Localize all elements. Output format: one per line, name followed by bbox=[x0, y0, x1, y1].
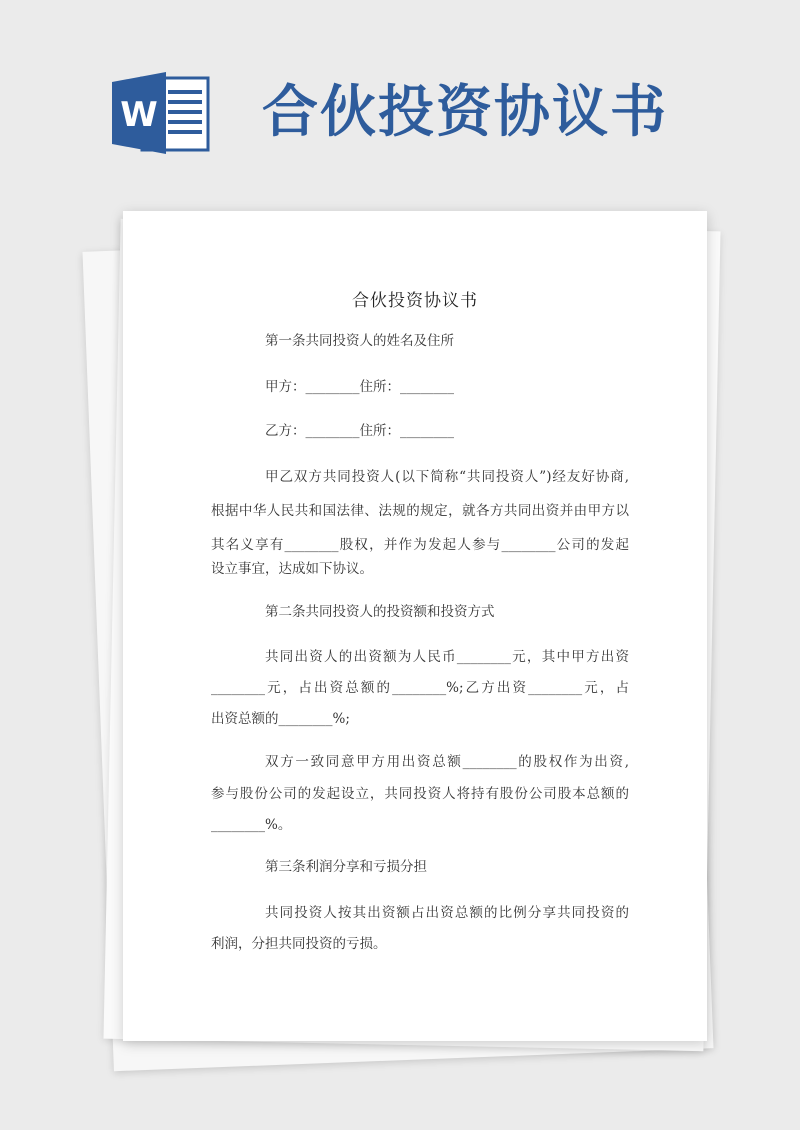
clause-heading-1: 第一条共同投资人的姓名及住所 bbox=[265, 333, 454, 349]
banner-title: 合伙投资协议书 bbox=[262, 80, 668, 145]
clause-heading-3: 第三条利润分享和亏损分担 bbox=[265, 859, 427, 875]
word-document-icon bbox=[112, 72, 210, 154]
paragraph-line: 根据中华人民共和国法律、法规的规定，就各方共同出资并由甲方以 bbox=[211, 503, 629, 519]
party-a-line: 甲方：________住所：________ bbox=[265, 379, 454, 395]
paragraph-line: 出资总额的________%; bbox=[211, 711, 350, 727]
paragraph-line: 设立事宜，达成如下协议。 bbox=[211, 561, 373, 577]
paragraph-line: 利润，分担共同投资的亏损。 bbox=[211, 936, 387, 952]
paragraph-line: 参与股份公司的发起设立，共同投资人将持有股份公司股本总额的 bbox=[211, 786, 629, 802]
paragraph-line: 双方一致同意甲方用出资总额________的股权作为出资, bbox=[265, 754, 629, 770]
paragraph-line: ________%。 bbox=[211, 817, 292, 833]
paragraph-line: 共同出资人的出资额为人民币________元，其中甲方出资 bbox=[265, 649, 629, 665]
word-logo-letter: W bbox=[120, 95, 158, 135]
paragraph-line: ________元，占出资总额的________%;乙方出资________元，占 bbox=[211, 680, 629, 696]
paragraph-line: 其名义享有________股权，并作为发起人参与________公司的发起 bbox=[211, 537, 629, 553]
document-page bbox=[123, 211, 707, 1041]
paragraph-line: 共同投资人按其出资额占出资总额的比例分享共同投资的 bbox=[265, 905, 629, 921]
paragraph-line: 甲乙双方共同投资人(以下简称“共同投资人”)经友好协商, bbox=[265, 469, 629, 485]
clause-heading-2: 第二条共同投资人的投资额和投资方式 bbox=[265, 604, 495, 620]
party-b-line: 乙方：________住所：________ bbox=[265, 423, 454, 439]
document-title: 合伙投资协议书 bbox=[352, 291, 478, 311]
